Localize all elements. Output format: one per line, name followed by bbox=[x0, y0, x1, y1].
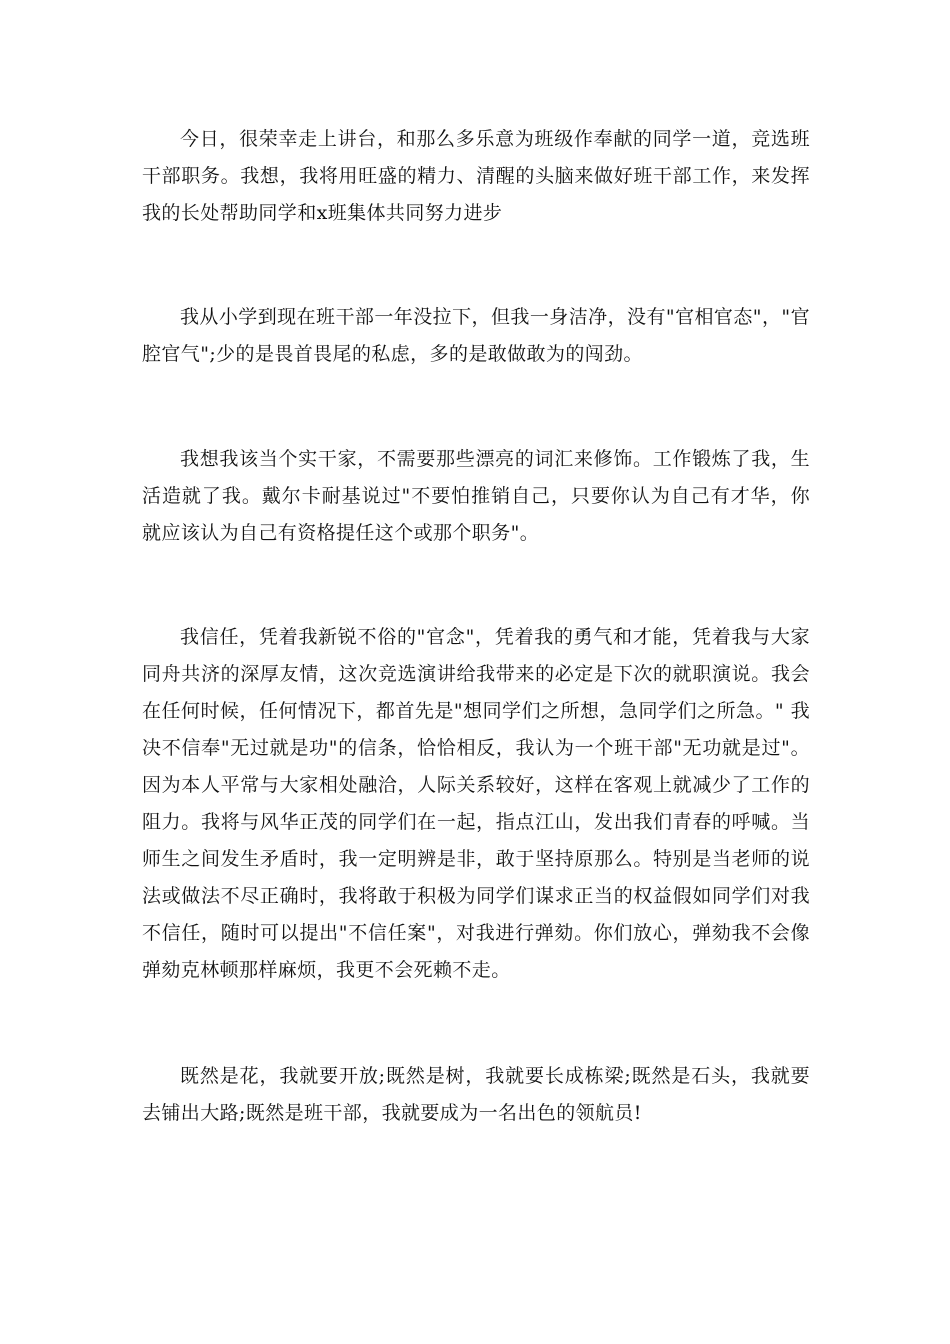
paragraph-experience: 我从小学到现在班干部一年没拉下，但我一身洁净，没有"官相官态"，"官腔官气";少的是畏首畏尾的私虑，多的是敢做敢为的闯劲。 bbox=[142, 306, 810, 365]
paragraph-introduction: 今日，很荣幸走上讲台，和那么多乐意为班级作奉献的同学一道，竞选班干部职务。我想，我将用旺盛的精力、清醒的头脑来做好班干部工作，来发挥我的长处帮助同学和x班集体共同努力进步 bbox=[142, 128, 810, 224]
paragraph-commitment: 我信任，凭着我新锐不俗的"官念"，凭着我的勇气和才能，凭着我与大家同舟共济的深厚友情，这次竞选演讲给我带来的必定是下次的就职演说。我会在任何时候，任何情况下，都首先是"想同学们之所想，急同学们之所急。" 我决不信奉"无过就是功"的信条，恰恰相反，我认为一个班干部"无功就是过"。因为本人平常与大家相处融洽，人际关系较好，这样在客观上就减少了工作的阻力。我将与风华正茂的同学们在一起，指点江山，发出我们青春的呼喊。当师生之间发生矛盾时，我一定明辨是非，敢于坚持原那么。特别是当老师的说法或做法不尽正确时，我将敢于积极为同学们谋求正当的权益假如同学们对我不信任，随时可以提出"不信任案"，对我进行弹劾。你们放心，弹劾我不会像弹劾克林顿那样麻烦，我更不会死赖不走。 bbox=[142, 626, 810, 981]
paragraph-practical: 我想我该当个实干家，不需要那些漂亮的词汇来修饰。工作锻炼了我，生活造就了我。戴尔卡耐基说过"不要怕推销自己，只要你认为自己有才华，你就应该认为自己有资格提任这个或那个职务"。 bbox=[142, 448, 810, 544]
paragraph-conclusion: 既然是花，我就要开放;既然是树，我就要长成栋梁;既然是石头，我就要去铺出大路;既然是班干部，我就要成为一名出色的领航员! bbox=[142, 1065, 810, 1124]
